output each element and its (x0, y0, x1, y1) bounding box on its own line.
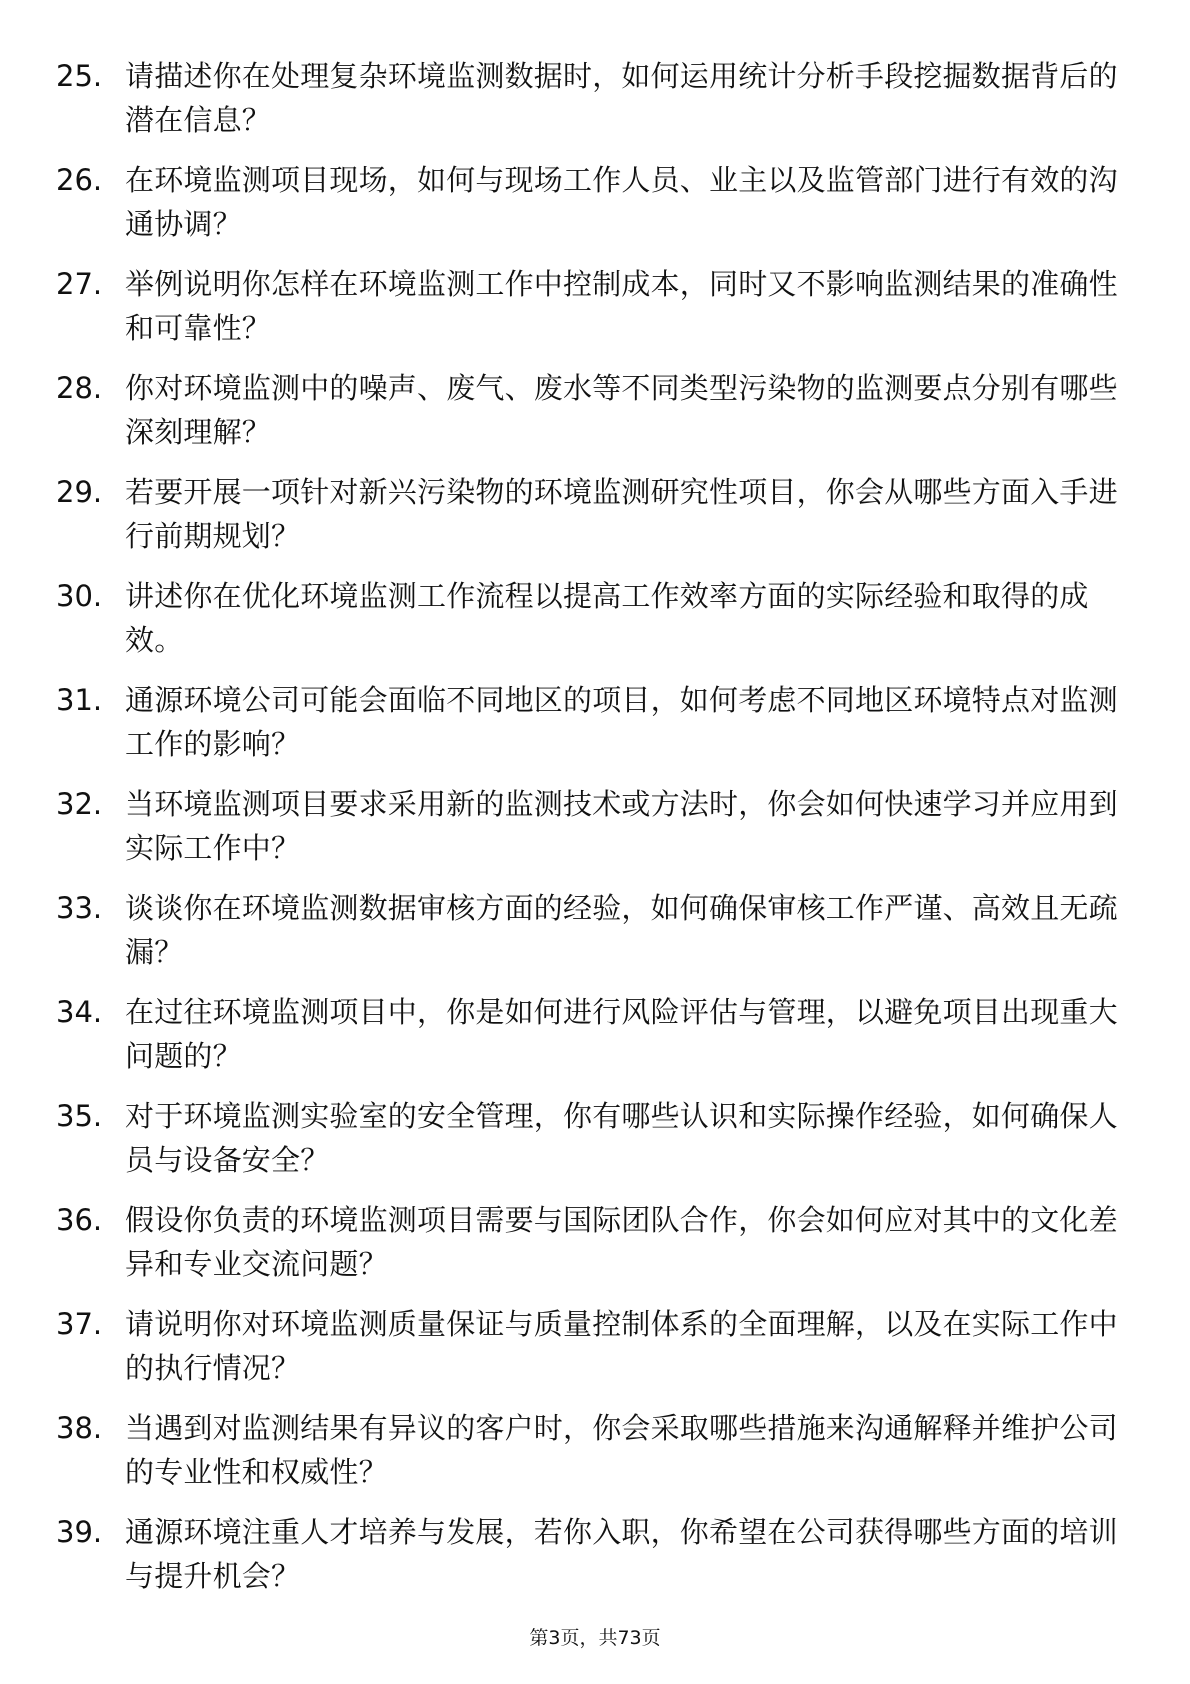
question-list (0, 54, 1190, 1614)
question-number: 26. (56, 163, 103, 197)
question-item (0, 54, 1190, 158)
question-text: 你对环境监测中的噪声、废气、废水等不同类型污染物的监测要点分别有哪些深刻理解？ (125, 371, 1118, 449)
page-number-label: 第3页，共73页 (529, 1627, 661, 1649)
question-item (0, 1094, 1190, 1198)
question-text: 举例说明你怎样在环境监测工作中控制成本，同时又不影响监测结果的准确性和可靠性？ (125, 267, 1118, 345)
question-number: 38. (56, 1411, 103, 1445)
question-text: 请说明你对环境监测质量保证与质量控制体系的全面理解，以及在实际工作中的执行情况？ (125, 1307, 1118, 1385)
question-text: 在环境监测项目现场，如何与现场工作人员、业主以及监管部门进行有效的沟通协调？ (125, 163, 1118, 241)
question-text: 在过往环境监测项目中，你是如何进行风险评估与管理，以避免项目出现重大问题的？ (125, 995, 1118, 1073)
question-number: 35. (56, 1099, 103, 1133)
question-item (0, 574, 1190, 678)
question-item (0, 470, 1190, 574)
question-item (0, 1302, 1190, 1406)
question-number: 25. (56, 59, 103, 93)
question-item (0, 366, 1190, 470)
question-text: 谈谈你在环境监测数据审核方面的经验，如何确保审核工作严谨、高效且无疏漏？ (125, 891, 1118, 969)
question-text: 通源环境注重人才培养与发展，若你入职，你希望在公司获得哪些方面的培训与提升机会？ (125, 1515, 1118, 1593)
question-text: 当遇到对监测结果有异议的客户时，你会采取哪些措施来沟通解释并维护公司的专业性和权威性？ (125, 1411, 1118, 1489)
question-text: 假设你负责的环境监测项目需要与国际团队合作，你会如何应对其中的文化差异和专业交流问题？ (125, 1203, 1118, 1281)
question-item (0, 990, 1190, 1094)
question-text: 若要开展一项针对新兴污染物的环境监测研究性项目，你会从哪些方面入手进行前期规划？ (125, 475, 1118, 553)
question-number: 31. (56, 683, 103, 717)
question-text: 通源环境公司可能会面临不同地区的项目，如何考虑不同地区环境特点对监测工作的影响？ (125, 683, 1118, 761)
question-item (0, 1510, 1190, 1614)
question-item (0, 782, 1190, 886)
question-number: 29. (56, 475, 103, 509)
question-number: 34. (56, 995, 103, 1029)
question-text: 请描述你在处理复杂环境监测数据时，如何运用统计分析手段挖掘数据背后的潜在信息？ (125, 59, 1118, 137)
question-number: 33. (56, 891, 103, 925)
question-number: 27. (56, 267, 103, 301)
question-item (0, 886, 1190, 990)
question-text: 当环境监测项目要求采用新的监测技术或方法时，你会如何快速学习并应用到实际工作中？ (125, 787, 1118, 865)
question-item (0, 1406, 1190, 1510)
question-number: 28. (56, 371, 103, 405)
question-text: 对于环境监测实验室的安全管理，你有哪些认识和实际操作经验，如何确保人员与设备安全？ (125, 1099, 1118, 1177)
question-item (0, 678, 1190, 782)
question-item (0, 158, 1190, 262)
question-number: 30. (56, 579, 103, 613)
question-text: 讲述你在优化环境监测工作流程以提高工作效率方面的实际经验和取得的成效。 (125, 579, 1089, 657)
question-number: 32. (56, 787, 103, 821)
question-number: 37. (56, 1307, 103, 1341)
question-number: 39. (56, 1515, 103, 1549)
question-number: 36. (56, 1203, 103, 1237)
question-item (0, 262, 1190, 366)
question-item (0, 1198, 1190, 1302)
page-footer (0, 1625, 1190, 1651)
